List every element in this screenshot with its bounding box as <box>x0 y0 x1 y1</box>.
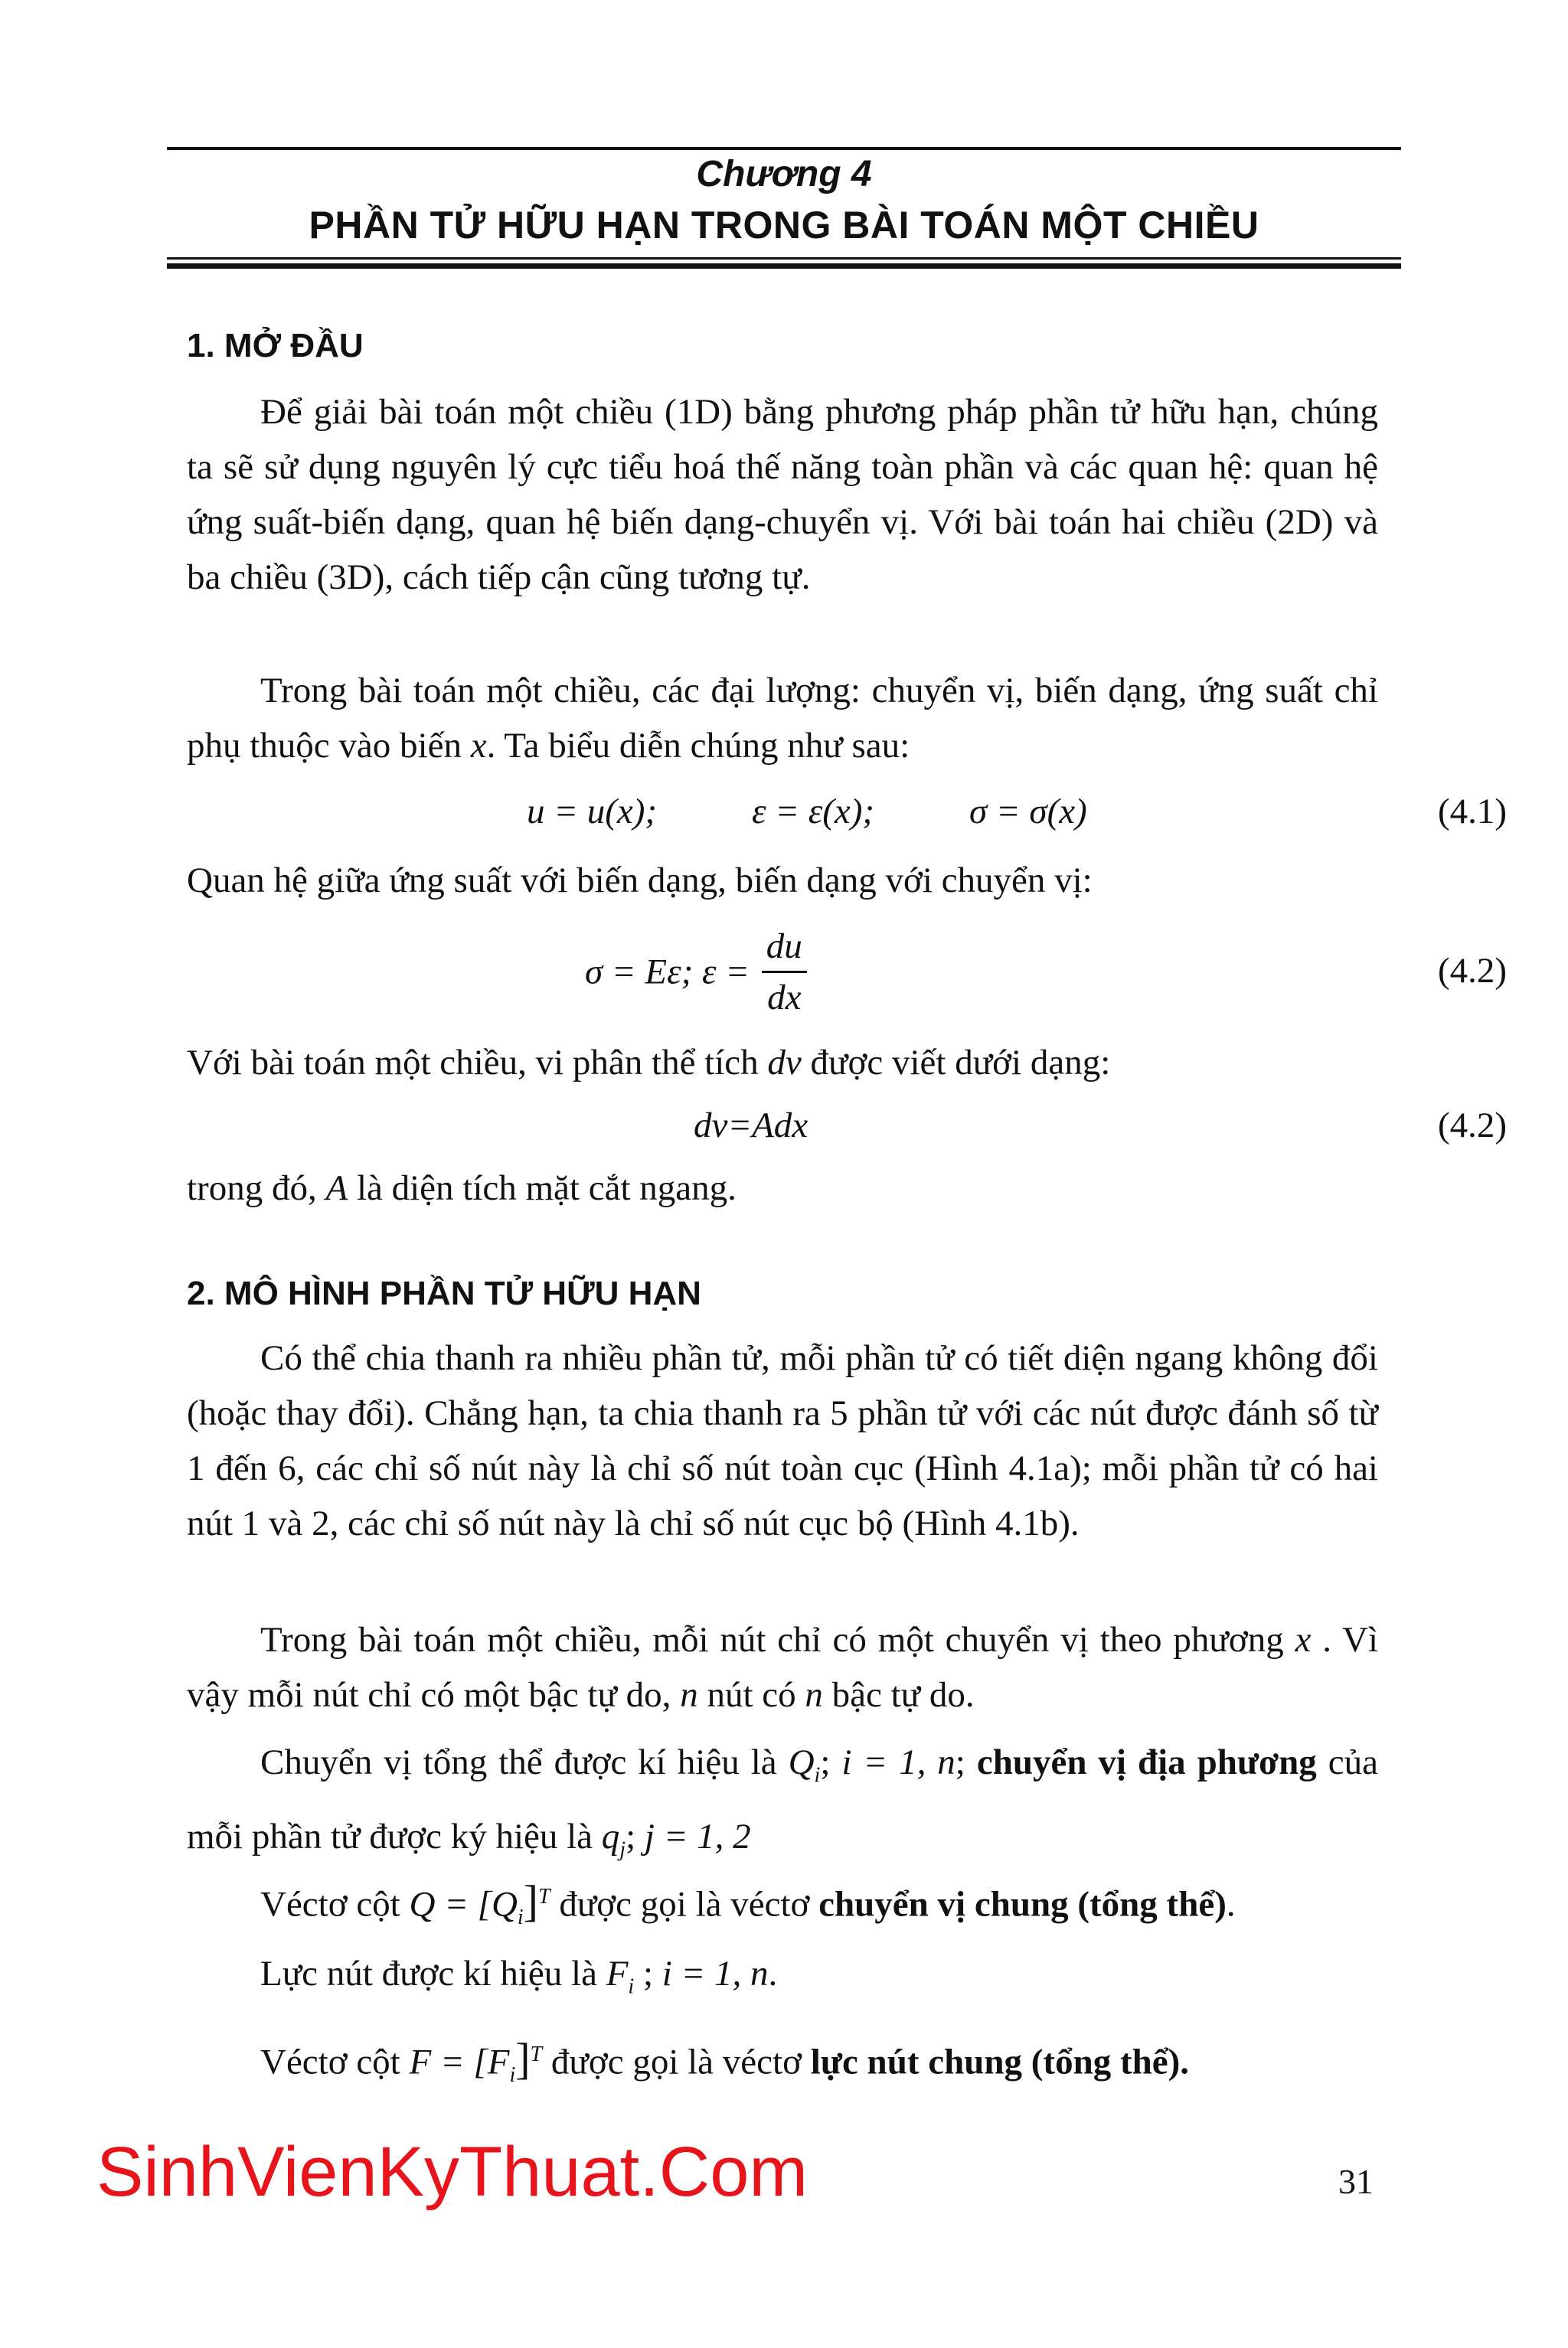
header-bottom-rule-thin <box>167 257 1401 260</box>
equation: σ = σ(x) <box>969 792 1087 831</box>
equation-number: (4.2) <box>1437 1105 1507 1145</box>
watermark-link[interactable]: SinhVienKyThuat.Com <box>96 2133 808 2211</box>
paragraph: Để giải bài toán một chiều (1D) bằng phương pháp phần tử hữu hạn, chúng ta sẽ sử dụng nguyên lý cực tiểu hoá thế năng toàn phần và các quan hệ: quan hệ ứng suất-biến dạng, quan hệ biến dạng-chuyển vị. Với bài toán hai chiều (2D) và ba chiều (3D), cách tiếp cận cũng tương tự. <box>187 392 1378 597</box>
text-line: Véctơ cột $F = [F_i]^T$ được gọi là véctơ lực nút chung (tổng thể). <box>260 2033 1190 2088</box>
section-heading: 2. MÔ HÌNH PHẦN TỬ HỮU HẠN <box>187 1275 701 1312</box>
equation-number: (4.1) <box>1437 792 1507 831</box>
equation: σ = Eε; ε = $\frac{du}{dx}$ <box>585 922 810 1022</box>
text-line: Với bài toán một chiều, vi phân thể tích dv được viết dưới dạng: <box>187 1043 1111 1083</box>
equation: ε = ε(x); <box>752 792 875 831</box>
text-line: Véctơ cột $Q = [Q_i]^T$ được gọi là véctơ chuyển vị chung (tổng thể). <box>260 1876 1236 1930</box>
page-number: 31 <box>1338 2162 1374 2201</box>
equation: dv=Adx <box>694 1105 808 1145</box>
paragraph: Trong bài toán một chiều, các đại lượng: chuyển vị, biến dạng, ứng suất chỉ phụ thuộc vào biến x. Ta biểu diễn chúng như sau: <box>187 671 1378 766</box>
chapter-title: PHẦN TỬ HỮU HẠN TRONG BÀI TOÁN MỘT CHIỀU <box>309 204 1259 247</box>
section-heading: 1. MỞ ĐẦU <box>187 327 364 364</box>
equation-number: (4.2) <box>1437 951 1507 991</box>
paragraph: Trong bài toán một chiều, mỗi nút chỉ có một chuyển vị theo phương x . Vì vậy mỗi nút chỉ có một bậc tự do, n nút có n bậc tự do. <box>187 1620 1379 1715</box>
paragraph: Chuyển vị tổng thể được kí hiệu là $Q_i$; i = 1, n; chuyển vị địa phương của mỗi phần tử được ký hiệu là $q_j$; j = 1, 2 <box>187 1742 1378 1862</box>
paragraph: Có thể chia thanh ra nhiều phần tử, mỗi phần tử có tiết diện ngang không đổi (hoặc thay đổi). Chẳng hạn, ta chia thanh ra 5 phần tử với các nút được đánh số từ 1 đến 6, các chỉ số nút này là chỉ số nút toàn cục (Hình 4.1a); mỗi phần tử có hai nút 1 và 2, các chỉ số nút này là chỉ số nút cục bộ (Hình 4.1b). <box>187 1338 1378 1543</box>
text-line: Quan hệ giữa ứng suất với biến dạng, biến dạng với chuyển vị: <box>187 860 1093 900</box>
fraction: $\frac{du}{dx}$ <box>762 922 807 1022</box>
text-line: trong đó, A là diện tích mặt cắt ngang. <box>187 1168 737 1208</box>
text-line: Lực nút được kí hiệu là $F_i$ ; i = 1, n. <box>260 1954 778 1999</box>
header-bottom-rule-thick <box>167 263 1401 269</box>
header-top-rule <box>167 147 1401 150</box>
equation: u = u(x); <box>527 792 658 831</box>
chapter-label: Chương 4 <box>696 154 872 194</box>
